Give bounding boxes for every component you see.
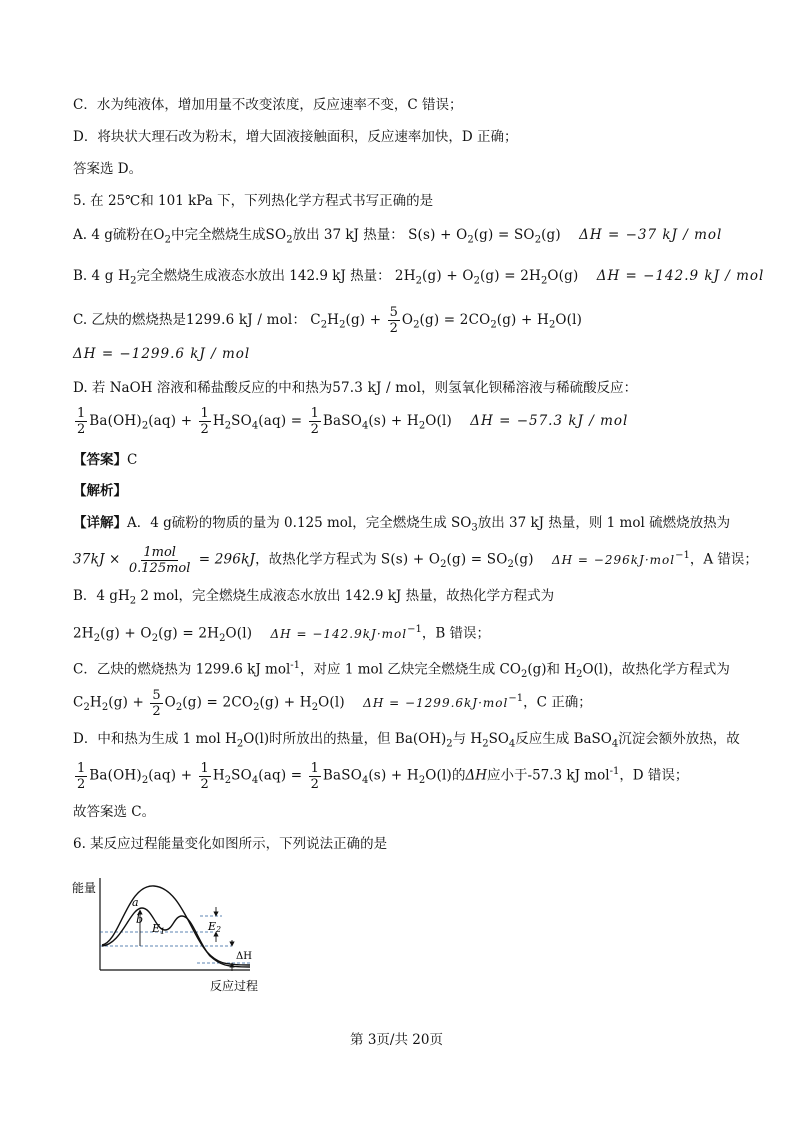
- detail-a-line1: 【详解】A．4 g硫粉的物质的量为 0.125 mol，完全燃烧生成 $SO_3$放出 37 kJ 热量，则 1 mol 硫燃烧放热为: [73, 515, 731, 534]
- detail-d-line1: D．中和热为生成 1 mol $H_2O(l)$时所放出的热量，但 $Ba(OH)_2$与 $H_2SO_4$反应生成 BaSO$_4$沉淀会额外放热，故: [73, 731, 740, 750]
- option-b: B. 4 g $H_2$完全燃烧生成液态水放出 142.9 kJ 热量： $2H_2(g) + O_2(g) = 2H_2O(g) \Delta H = -142.9$ kJ / mol: [73, 268, 765, 287]
- option-a: A. 4 g硫粉在$O_2$中完全燃烧生成$SO_2$放出 37 kJ 热量： $S(s) + O_2(g) = SO_2(g) \Delta H = -37$ kJ / mol: [73, 227, 723, 246]
- option-c: C. 乙炔的燃烧热是1299.6 kJ / mol： $C_2H_2(g)$ + $\frac{5}{2}$ $O_2(g) = 2CO_2(g) + H_2O(l)$: [73, 305, 583, 336]
- detail-b-line1: B．4 $gH_2$ 2 mol，完全燃烧生成液态水放出 142.9 kJ 热量，故热化学方程式为: [73, 588, 555, 607]
- dh-label: ΔH: [236, 951, 252, 962]
- detail-b-line2: $2H_2(g) + O_2(g) = 2H_2O(l) \Delta H = -142.9kJ\cdot mol^{-1}$，B 错误；: [73, 624, 491, 645]
- fraction: $\frac{1}{2}$: [310, 760, 319, 792]
- curve-a: [102, 886, 250, 965]
- detail-a-line2: 37kJ × $\frac{\text{1mol}}{\text{0.125mol}}$ = 296kJ，故热化学方程式为 $S(s) + O_2(g) = SO_2(g) \Delta H = -296kJ\cdot mol^{-1}$，A 错误；: [73, 544, 758, 576]
- text-line: C．水为纯液体，增加用量不改变浓度，反应速率不变，C 错误；: [73, 97, 463, 113]
- question-5-stem: 5. 在 25℃和 101 kPa 下，下列热化学方程式书写正确的是: [73, 193, 434, 209]
- final-answer: 故答案选 C。: [73, 804, 156, 820]
- fraction: $\frac{1}{2}$: [77, 406, 86, 437]
- curve-b-label: b: [136, 913, 144, 926]
- text-line: 答案选 D。: [73, 161, 143, 177]
- answer-line: 【答案】C: [73, 452, 138, 468]
- fraction: $\frac{5}{2}$: [152, 687, 161, 719]
- fraction: $\frac{1}{2}$: [310, 406, 319, 437]
- text-line: D．将块状大理石改为粉末，增大固液接触面积，反应速率加快，D 正确；: [73, 129, 518, 145]
- detail-c-line2: $C_2H_2(g)$ + $\frac{5}{2}$ $O_2(g) = 2CO_2(g) + H_2O(l) \Delta H = -1299.6kJ\cdot mol^{-1}$，C 正确；: [73, 687, 592, 719]
- question-6-stem: 6. 某反应过程能量变化如图所示，下列说法正确的是: [73, 836, 388, 852]
- analysis-label: 【解析】: [73, 483, 127, 499]
- energy-diagram-svg: [72, 872, 262, 997]
- page-footer: 第 3页/共 20页: [350, 1032, 443, 1048]
- fraction: $\frac{\text{1mol}}{\text{0.125mol}}$: [128, 544, 191, 576]
- x-axis-label: 反应过程: [210, 979, 259, 993]
- fraction: $\frac{1}{2}$: [200, 406, 209, 437]
- detail-d-line2: $\frac{1}{2}$ $Ba(OH)_2(aq)$ + $\frac{1}{2}$ $H_2SO_4(aq)$ = $\frac{1}{2}$ BaSO$_4$(s) + $H_2O(l)$的ΔH应小于-57.3 kJ mol$^{-1}$，D 错误；: [77, 760, 689, 792]
- e1-label: E1: [152, 922, 166, 936]
- e2-label: E2: [208, 920, 222, 934]
- y-axis-label: 能量: [72, 881, 97, 895]
- energy-diagram: [72, 872, 262, 1001]
- curve-a-label: a: [132, 896, 139, 909]
- detail-c-line1: C．乙炔的燃烧热为 1299.6 kJ mol$^{-1}$，对应 1 mol 乙炔完全燃烧生成 $CO_2(g)$和 $H_2O(l)$，故热化学方程式为: [73, 660, 730, 681]
- option-d: D. 若 NaOH 溶液和稀盐酸反应的中和热为57.3 kJ / mol，则氢氧化钡稀溶液与稀硫酸反应：: [73, 380, 638, 396]
- fraction: $\frac{1}{2}$: [77, 760, 86, 792]
- curve-b: [102, 908, 250, 967]
- fraction: $\frac{5}{2}$: [389, 305, 398, 336]
- fraction: $\frac{1}{2}$: [200, 760, 209, 792]
- option-c-dh: ΔH = −1299.6 kJ / mol: [73, 346, 251, 362]
- option-d-equation: $\frac{1}{2}$ $Ba(OH)_2(aq)$ + $\frac{1}{2}$ $H_2SO_4(aq)$ = $\frac{1}{2}$ BaSO$_4$(s) + $H_2O(l) \Delta H = -57.3$ kJ / mol: [77, 406, 629, 437]
